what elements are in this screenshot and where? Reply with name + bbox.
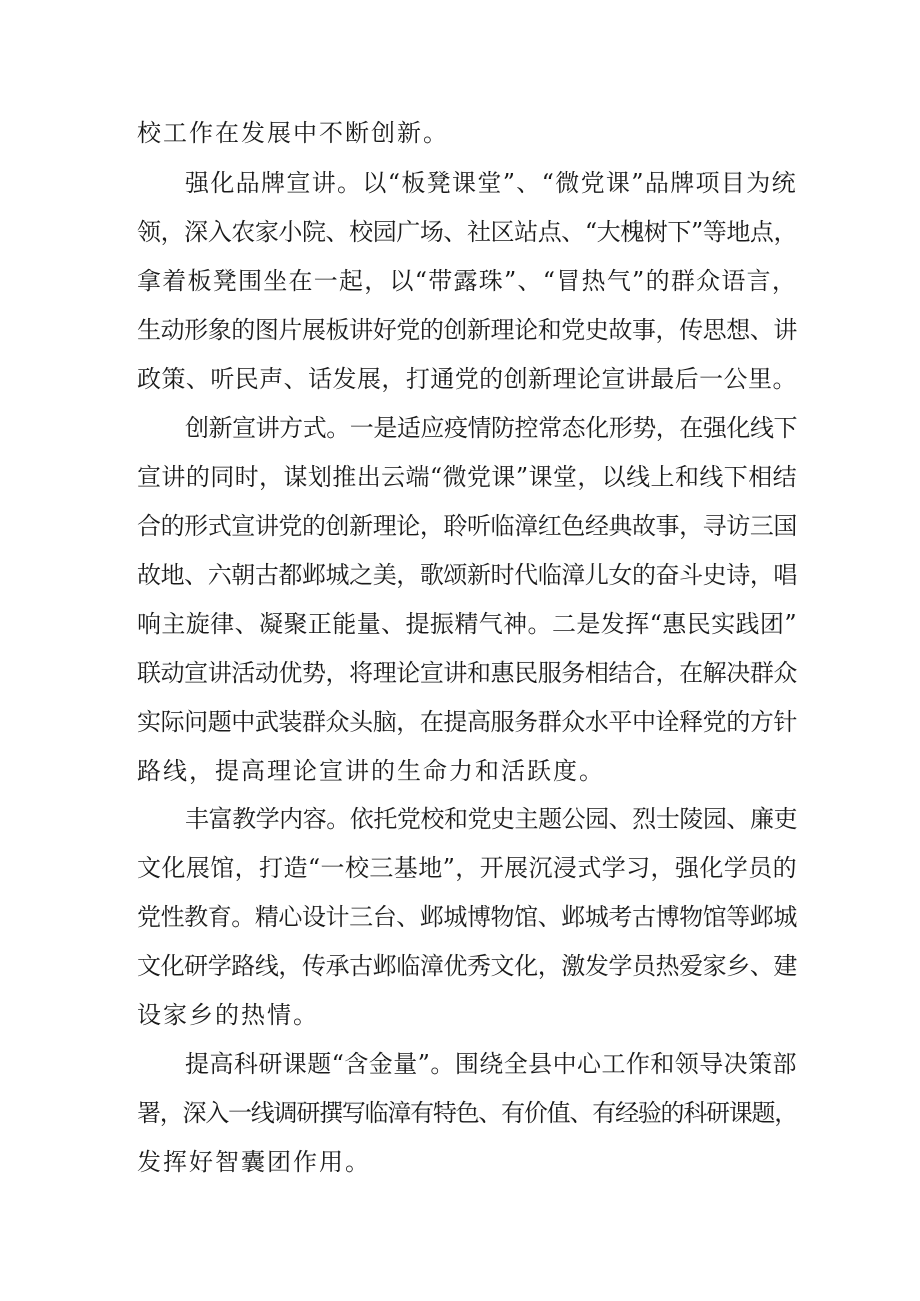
paragraph-line: 党性教育。精心设计三台、邺城博物馆、邺城考古博物馆等邺城 (137, 903, 797, 931)
paragraph-line: 响主旋律、凝聚正能量、提振精气神。二是发挥“惠民实践团” (137, 610, 798, 638)
paragraph-line: 文化研学路线，传承古邺临漳优秀文化，激发学员热爱家乡、建 (137, 952, 797, 980)
paragraph-line: 联动宣讲活动优势，将理论宣讲和惠民服务相结合，在解决群众 (137, 659, 797, 687)
paragraph-line: 领，深入农家小院、校园广场、社区站点、“大槐树下”等地点， (137, 218, 798, 246)
paragraph-line: 合的形式宣讲党的创新理论，聆听临漳红色经典故事，寻访三国 (137, 512, 797, 540)
paragraph-line: 路线，提高理论宣讲的生命力和活跃度。 (137, 757, 605, 785)
paragraph-line: 宣讲的同时，谋划推出云端“微党课”课堂，以线上和线下相结 (137, 463, 798, 491)
paragraph-line: 生动形象的图片展板讲好党的创新理论和党史故事，传思想、讲 (137, 316, 797, 344)
paragraph-line: 丰富教学内容。依托党校和党史主题公园、烈士陵园、廉吏 (185, 805, 798, 833)
paragraph-line: 提高科研课题“含金量”。围绕全县中心工作和领导决策部 (185, 1050, 797, 1078)
paragraph-line: 发挥好智囊团作用。 (137, 1148, 371, 1176)
paragraph-line: 创新宣讲方式。一是适应疫情防控常态化形势，在强化线下 (185, 414, 798, 442)
paragraph-line: 署，深入一线调研撰写临漳有特色、有价值、有经验的科研课题， (137, 1099, 798, 1127)
paragraph-line: 政策、听民声、话发展，打通党的创新理论宣讲最后一公里。 (137, 365, 797, 393)
paragraph-line: 校工作在发展中不断创新。 (137, 119, 449, 147)
paragraph-line: 强化品牌宣讲。以“板凳课堂”、“微党课”品牌项目为统 (185, 169, 797, 197)
paragraph-line: 拿着板凳围坐在一起，以“带露珠”、“冒热气”的群众语言， (137, 267, 798, 295)
paragraph-line: 文化展馆，打造“一校三基地”，开展沉浸式学习，强化学员的 (137, 854, 798, 882)
paragraph-line: 故地、六朝古都邺城之美，歌颂新时代临漳儿女的奋斗史诗，唱 (137, 561, 797, 589)
paragraph-line: 设家乡的热情。 (137, 1001, 319, 1029)
paragraph-line: 实际问题中武装群众头脑，在提高服务群众水平中诠释党的方针 (137, 708, 797, 736)
